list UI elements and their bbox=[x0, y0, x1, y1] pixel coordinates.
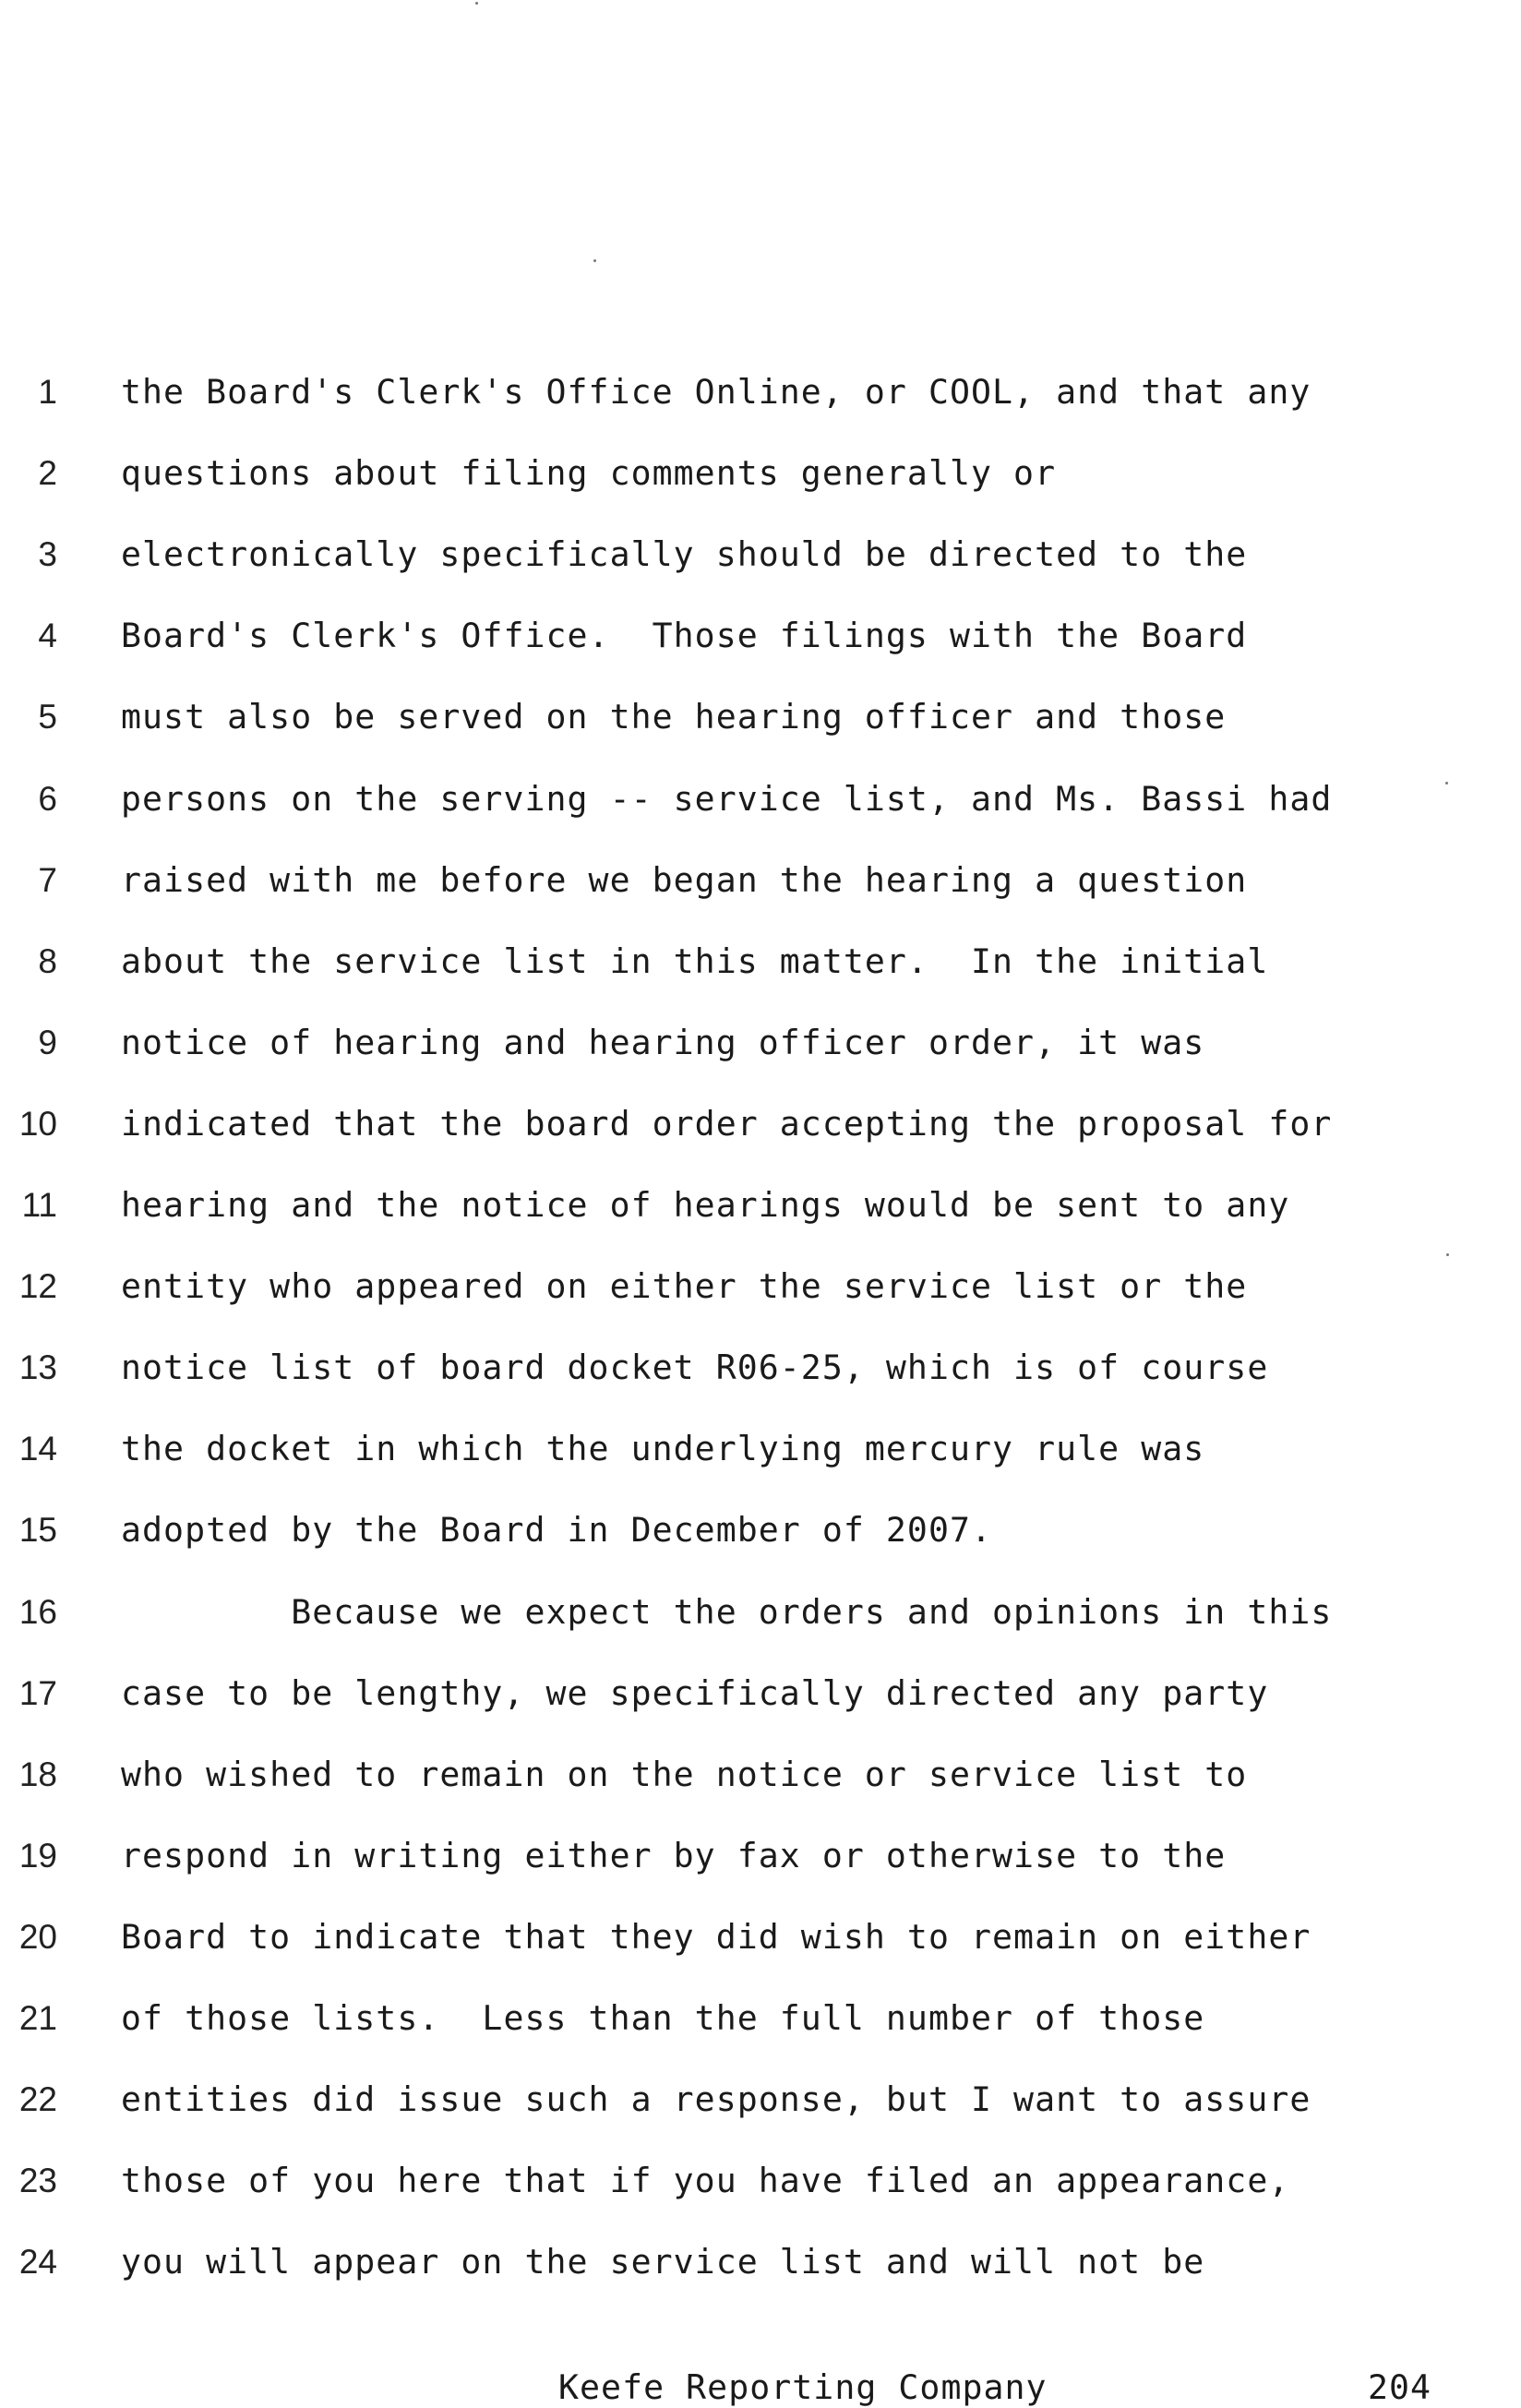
line-text: the docket in which the underlying mercury rule was bbox=[121, 1429, 1205, 1468]
transcript-line bbox=[0, 1429, 1521, 1510]
line-text: Because we expect the orders and opinions in this bbox=[121, 1592, 1333, 1632]
line-text: notice list of board docket R06-25, which is of course bbox=[121, 1348, 1269, 1387]
line-text: adopted by the Board in December of 2007. bbox=[121, 1510, 993, 1550]
line-text: case to be lengthy, we specifically directed any party bbox=[121, 1673, 1269, 1713]
line-text: persons on the serving -- service list, and Ms. Bassi had bbox=[121, 779, 1333, 819]
line-text: entity who appeared on either the service list or the bbox=[121, 1266, 1248, 1306]
line-number: 8 bbox=[38, 942, 57, 980]
transcript-line bbox=[0, 697, 1521, 778]
line-text: hearing and the notice of hearings would be sent to any bbox=[121, 1185, 1290, 1225]
line-number: 16 bbox=[18, 1593, 57, 1631]
line-number: 9 bbox=[38, 1024, 57, 1061]
transcript-line bbox=[0, 2161, 1521, 2242]
line-number: 12 bbox=[18, 1267, 57, 1305]
line-number: 13 bbox=[18, 1348, 57, 1386]
line-text: respond in writing either by fax or otherwise to the bbox=[121, 1836, 1227, 1875]
line-text: the Board's Clerk's Office Online, or COOL, and that any bbox=[121, 372, 1311, 412]
transcript-line bbox=[0, 779, 1521, 860]
line-number: 1 bbox=[38, 373, 57, 411]
line-text: about the service list in this matter. In the initial bbox=[121, 941, 1269, 981]
transcript-line bbox=[0, 1348, 1521, 1429]
transcript-line bbox=[0, 1836, 1521, 1917]
line-number: 2 bbox=[38, 454, 57, 492]
line-number: 18 bbox=[18, 1755, 57, 1793]
reporting-company-name: Keefe Reporting Company bbox=[558, 2367, 1048, 2407]
line-number: 19 bbox=[18, 1837, 57, 1875]
line-text: questions about filing comments generally or bbox=[121, 453, 1057, 493]
transcript-line bbox=[0, 2079, 1521, 2161]
transcript-line bbox=[0, 1755, 1521, 1836]
page-footer bbox=[0, 2367, 1521, 2408]
line-number: 22 bbox=[18, 2080, 57, 2118]
line-text: notice of hearing and hearing officer order, it was bbox=[121, 1023, 1205, 1062]
transcript-line bbox=[0, 860, 1521, 941]
line-text: Board's Clerk's Office. Those filings with the Board bbox=[121, 616, 1248, 655]
line-number: 10 bbox=[18, 1105, 57, 1143]
line-number: 15 bbox=[18, 1511, 57, 1549]
transcript-line bbox=[0, 372, 1521, 453]
line-text: must also be served on the hearing officer and those bbox=[121, 697, 1227, 737]
transcript-line bbox=[0, 1266, 1521, 1348]
transcript-line bbox=[0, 1917, 1521, 1998]
transcript-line bbox=[0, 1185, 1521, 1266]
line-text: indicated that the board order accepting the proposal for bbox=[121, 1104, 1333, 1144]
scan-speck bbox=[1446, 1253, 1449, 1256]
line-number: 4 bbox=[38, 617, 57, 654]
line-number: 6 bbox=[38, 780, 57, 818]
line-text: of those lists. Less than the full number of those bbox=[121, 1998, 1205, 2038]
line-text: electronically specifically should be directed to the bbox=[121, 534, 1248, 574]
line-number: 24 bbox=[18, 2243, 57, 2281]
line-number: 23 bbox=[18, 2162, 57, 2199]
line-number: 17 bbox=[18, 1674, 57, 1712]
line-number: 7 bbox=[38, 861, 57, 899]
line-text: raised with me before we began the hearing a question bbox=[121, 860, 1248, 900]
transcript-line bbox=[0, 1592, 1521, 1673]
line-number: 20 bbox=[18, 1918, 57, 1956]
transcript-line bbox=[0, 1998, 1521, 2079]
transcript-line bbox=[0, 1673, 1521, 1755]
line-text: you will appear on the service list and will not be bbox=[121, 2242, 1205, 2282]
scan-speck bbox=[475, 2, 478, 5]
transcript-line bbox=[0, 616, 1521, 697]
transcript-line bbox=[0, 453, 1521, 534]
line-text: Board to indicate that they did wish to remain on either bbox=[121, 1917, 1311, 1957]
transcript-line bbox=[0, 941, 1521, 1023]
line-number: 3 bbox=[38, 535, 57, 573]
line-number: 14 bbox=[18, 1430, 57, 1468]
line-number: 21 bbox=[18, 1999, 57, 2037]
transcript-line bbox=[0, 534, 1521, 616]
line-text: entities did issue such a response, but I want to assure bbox=[121, 2079, 1311, 2119]
transcript-line bbox=[0, 1510, 1521, 1591]
line-number: 11 bbox=[21, 1186, 57, 1224]
line-text: who wished to remain on the notice or service list to bbox=[121, 1755, 1248, 1794]
line-number: 5 bbox=[38, 698, 57, 736]
transcript-line bbox=[0, 1023, 1521, 1104]
transcript-line bbox=[0, 2242, 1521, 2323]
page-number: 204 bbox=[1368, 2367, 1432, 2407]
scan-speck bbox=[593, 259, 596, 262]
line-text: those of you here that if you have filed an appearance, bbox=[121, 2161, 1290, 2200]
transcript-line bbox=[0, 1104, 1521, 1185]
scan-speck bbox=[1445, 782, 1448, 785]
